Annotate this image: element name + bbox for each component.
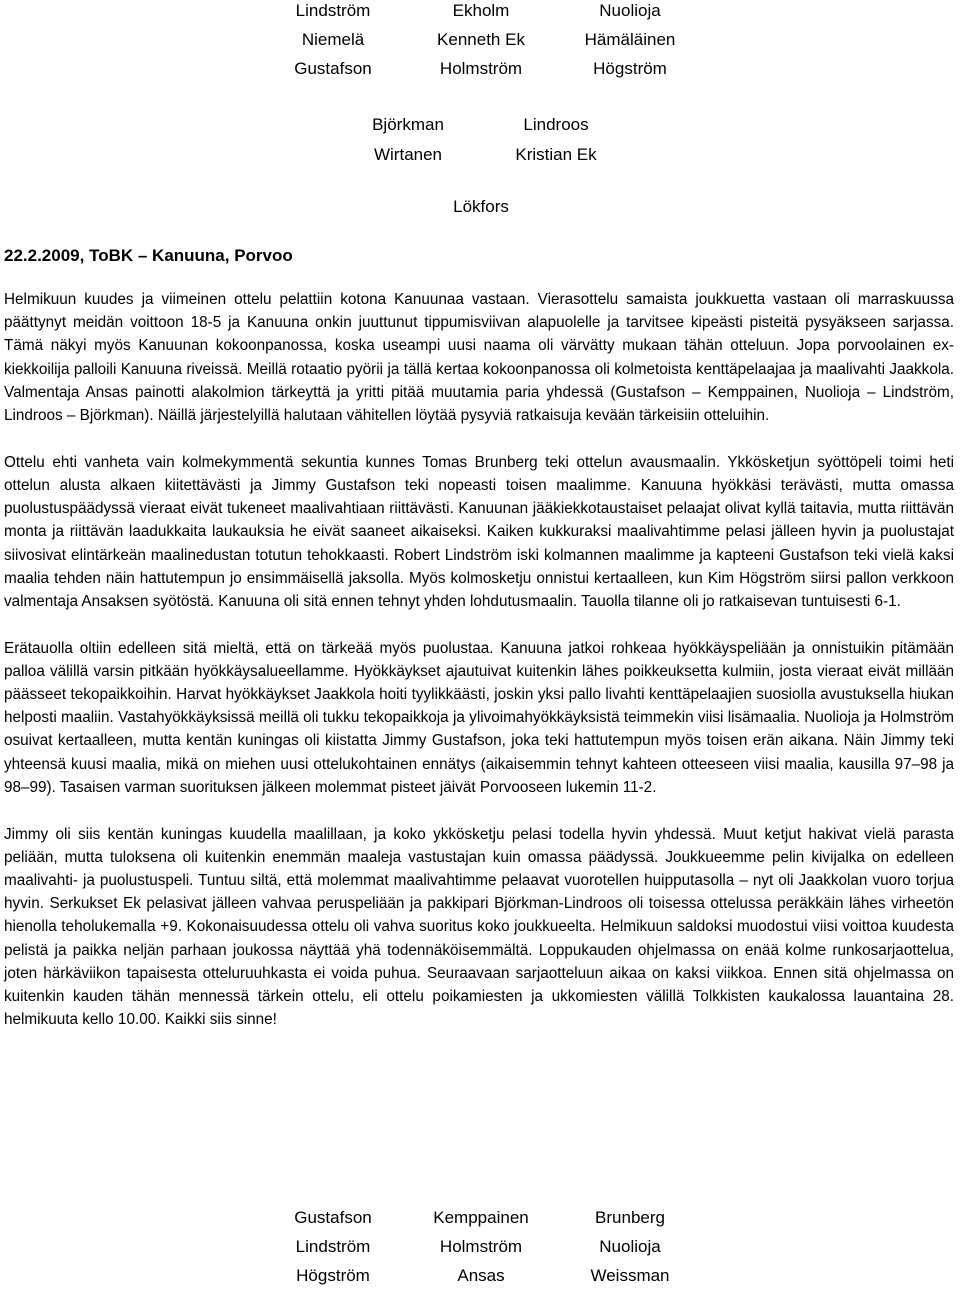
player-name: Lindström [295, 1, 371, 20]
paragraph: Helmikuun kuudes ja viimeinen ottelu pelattiin kotona Kanuunaa vastaan. Vierasottelu samaista joukkuetta vastaan oli marraskuussa päättynyt meidän voittoon 18-5 ja Kanuuna onkin juuttunut tippumisviivan alapuolelle ja tarvitsee kipeästi pisteitä pysyäkseen sarjassa. Tämä näkyi myös Kanuunan kokoonpanossa, koska useampi uusi naama oli värvätty mukaan tähän otteluun. Jopa porvoolainen ex-kiekkoilija palloili Kanuuna riveissä. Meillä rotaatio pyörii ja tällä kertaa kokoonpanossa oli kolmetoista kenttäpelaajaa ja maalivahti Jaakkola. Valmentaja Ansas painotti alakolmion tärkeyttä ja yritti pitää muutamia paria yhdessä (Gustafson – Kemppainen, Nuolioja – Lindström, Lindroos – Björkman). Näillä järjestelyillä halutaan vähitellen löytää pysyviä ratkaisuja kevään tärkeisiin otteluihin. [4, 291, 954, 425]
defense-row [0, 114, 960, 142]
lineup-row [0, 1265, 960, 1293]
player-name: Nuolioja [599, 1, 661, 20]
player-name: Gustafson [294, 59, 372, 78]
player-name: Kemppainen [433, 1208, 529, 1227]
lineup-row [0, 1236, 960, 1264]
player-name: Björkman [372, 115, 444, 134]
paragraph: Erätauolla oltiin edelleen sitä mieltä, että on tärkeää myös puolustaa. Kanuuna jatkoi rohkeaa hyökkäyspeliään ja onnistuikin pitämään palloa välillä varsin pitkään hyökkäysalueellamme. Hyökkäykset ajautuivat kuitenkin lähes poikkeuksetta kulmiin, josta vieraat eivät millään päässeet tekopaikkoihin. Harvat hyökkäykset Jaakkola hoiti tyylikkäästi, joskin yksi pallo livahti kenttäpelaajien suosiolla avustuksella hiukan helposti maaliin. Vastahyökkäyksissä meillä oli tukku tekopaikkoja ja ylivoimahyökkäyksistä teimmekin viisi lisämaalia. Nuolioja ja Holmström osuivat kertaalleen, mutta kentän kuningas oli kiistatta Jimmy Gustafson, joka teki hattutempun myös toisen erän aikana. Näin Jimmy teki yhteensä kuusi maalia, mikä on miehen uusi ottelukohtainen ennätys (aikaisemmin tehnyt kahteen otteeseen viisi maalia, kausilla 97–98 ja 98–99). Tasaisen varman suorituksen jälkeen molemmat pisteet jäivät Porvooseen lukemin 11-2. [4, 639, 954, 796]
lineup-row [0, 1207, 960, 1235]
player-name: Kristian Ek [515, 145, 597, 164]
player-name: Hämäläinen [584, 30, 676, 49]
player-name: Gustafson [294, 1208, 372, 1227]
player-name: Kenneth Ek [437, 30, 525, 49]
player-name: Brunberg [595, 1208, 665, 1227]
player-name: Lindström [295, 1237, 371, 1256]
goalie-row [0, 196, 960, 224]
defense-row [0, 144, 960, 172]
paragraph: Ottelu ehti vanheta vain kolmekymmentä sekuntia kunnes Tomas Brunberg teki ottelun avausmaalin. Ykkösketjun syöttöpeli toimi heti ottelun alusta alkaen kiitettävästi ja Jimmy Gustafson teki nopeasti toisen maalimme. Kanuuna hyökkäsi terävästi, mutta omassa puolustuspäädyssä vieraat eivät tukeneet maalivahtiaan riittävästi. Kanuunan jääkiekkotaustaiset pelaajat olivat kyllä taitavia, mutta riittävän monta ja riittävän laadukkaita laukauksia he eivät saaneet aikaiseksi. Kaiken kukkuraksi maalivahtimme pelasi jälleen hyvin ja puolustajat siivosivat elintärkeän maalinedustan totutun tehokkaasti. Robert Lindström iski kolmannen maalimme ja kapteeni Gustafson teki vielä kaksi maalia tehden näin hattutempun jo ensimmäisellä jaksolla. Myös kolmosketju onnistui kertaalleen, kun Kim Högström siirsi pallon verkkoon valmentaja Ansaksen syötöstä. Kanuuna oli sitä ennen tehnyt yhden lohdutusmaalin. Tauolla tilanne oli jo ratkaisevan tuntuisesti 6-1. [4, 453, 954, 610]
lineup-row [0, 58, 960, 86]
player-name: Högström [593, 59, 667, 78]
player-name: Wirtanen [373, 145, 443, 164]
player-name: Nuolioja [599, 1237, 661, 1256]
match-report [4, 288, 954, 1031]
lineup-row [0, 29, 960, 57]
match-heading: 22.2.2009, ToBK – Kanuuna, Porvoo [4, 246, 293, 265]
player-name: Lindroos [523, 115, 589, 134]
goalie-name: Lökfors [453, 197, 509, 216]
player-name: Holmström [439, 1237, 523, 1256]
player-name: Ekholm [452, 1, 510, 20]
player-name: Niemelä [301, 30, 365, 49]
paragraph: Jimmy oli siis kentän kuningas kuudella maalillaan, ja koko ykkösketju pelasi todella hyvin yhdessä. Muut ketjut hakivat vielä parasta peliään, mutta tuloksena oli kuitenkin enemmän maaleja vastustajan kuin omassa päädyssä. Joukkueemme pelin kivijalka on edelleen maalivahti- ja puolustuspeli. Tuntuu siltä, että molemmat maalivahtimme pelaavat vuorotellen huipputasolla – nyt oli Jaakkolan vuoro torjua hyvin. Serkukset Ek pelasivat jälleen vahvaa peruspeliään ja pakkipari Björkman-Lindroos oli toisessa ottelussa peräkkäin lähes virheetön hienolla teholukemalla +9. Kokonaisuudessa ottelu oli vahva suoritus koko joukkueelta. Helmikuun saldoksi muodostui viisi voittoa kuudesta pelistä ja paikka neljän parhaan joukossa näyttää yhä todennäköisemmältä. Loppukauden ohjelmassa on enää kolme runkosarjaottelua, joten härkäviikon tapaisesta otteluruuhkasta ei voida puhua. Seuraavaan sarjaotteluun aikaa on kaksi viikkoa. Ennen sitä ohjelmassa on kuitenkin kauden tähän mennessä tärkein ottelu, eli ottelu poikamiesten ja ukkomiesten välillä Tolkkisten kaukalossa lauantaina 28. helmikuuta kello 10.00. Kaikki siis sinne! [4, 825, 954, 1029]
player-name: Ansas [457, 1266, 505, 1285]
player-name: Weissman [590, 1266, 670, 1285]
player-name: Högström [296, 1266, 370, 1285]
player-name: Holmström [439, 59, 523, 78]
lineup-row [0, 0, 960, 28]
